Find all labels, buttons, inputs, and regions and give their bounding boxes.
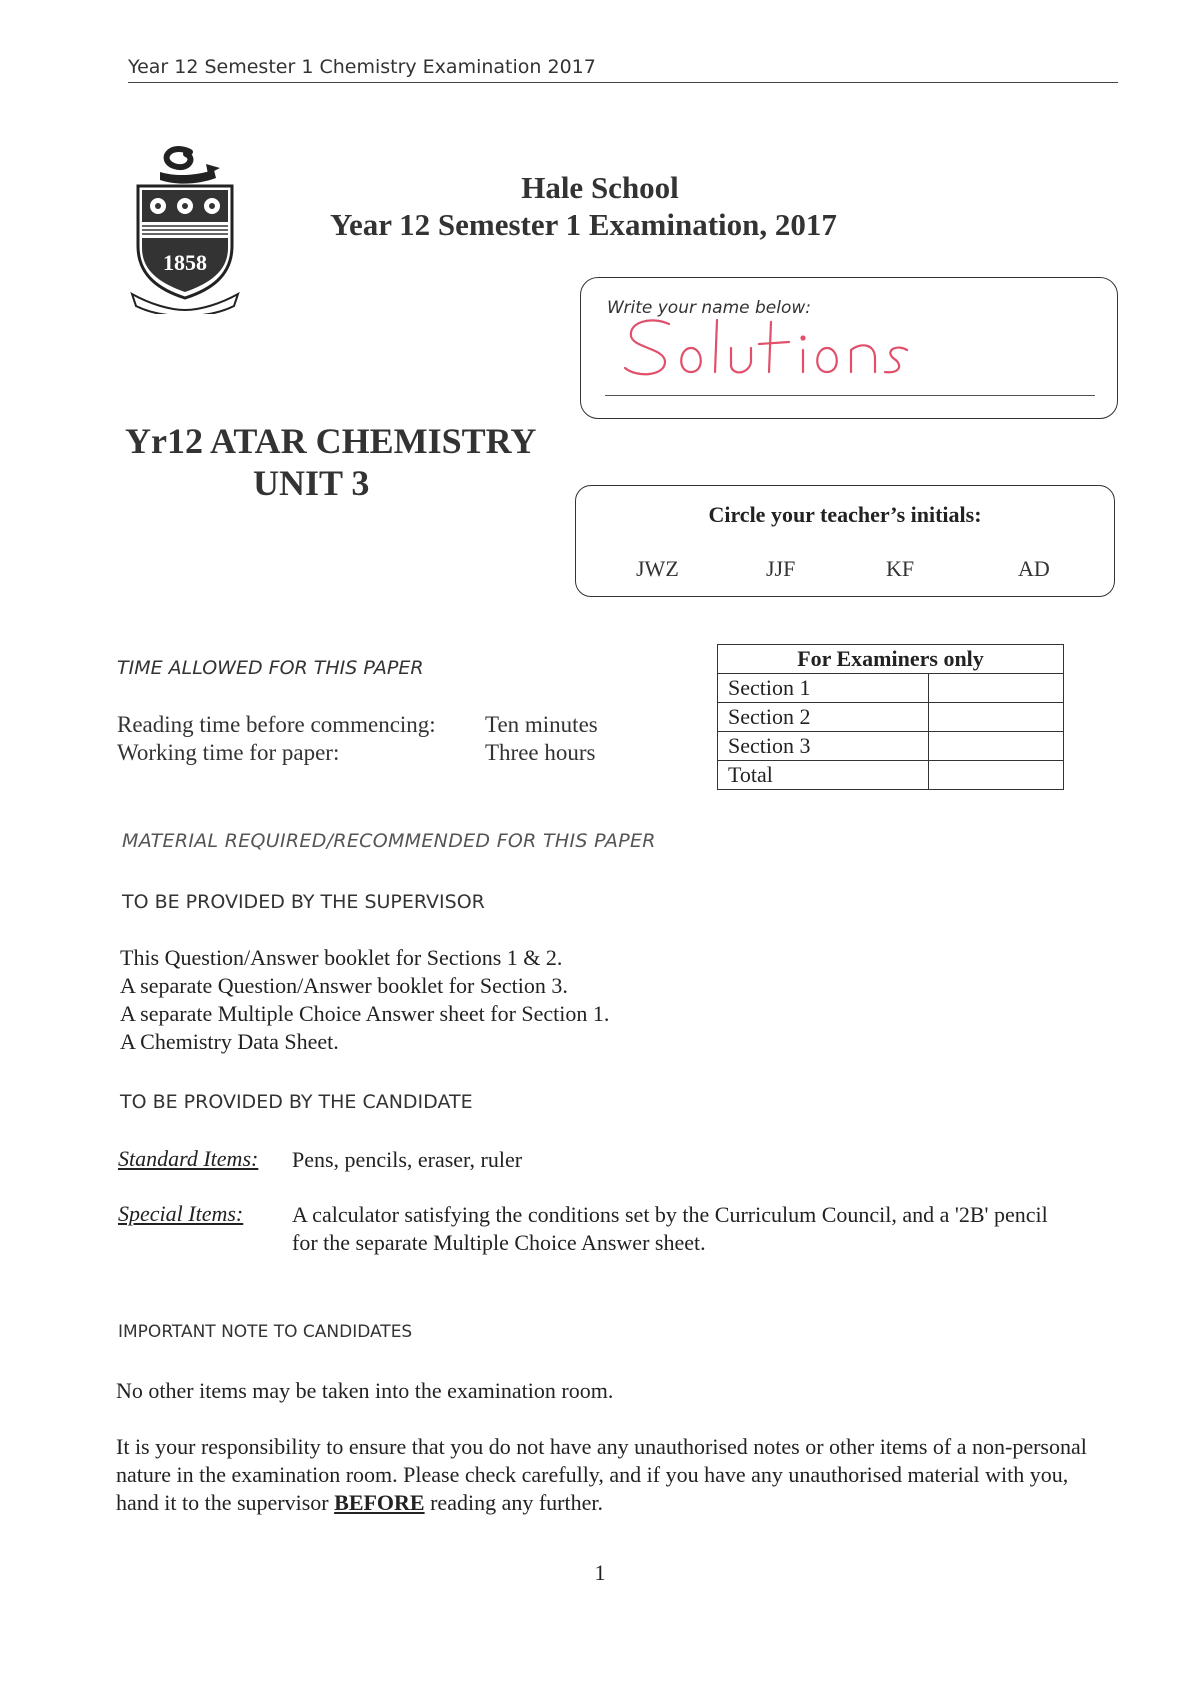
teacher-initial-ad[interactable]: AD — [1018, 556, 1050, 581]
supervisor-item: A Chemistry Data Sheet. — [120, 1029, 339, 1054]
handwritten-name — [621, 314, 921, 389]
supervisor-item: A separate Multiple Choice Answer sheet for Section 1. — [120, 1001, 610, 1026]
section-3-score — [929, 732, 1064, 761]
reading-time-label: Reading time before commencing: — [117, 712, 436, 737]
svg-text:1858: 1858 — [163, 250, 207, 275]
examiners-table-heading: For Examiners only — [718, 645, 1064, 674]
header-rule — [128, 82, 1118, 83]
table-row — [718, 703, 1064, 732]
course-title-line1: Yr12 ATAR CHEMISTRY — [125, 421, 537, 461]
important-note-2-text: It is your responsibility to ensure that you do not have any unauthorised notes or other items of a non-personal nature in the examination room. Please check carefully, and if you have any unauthorised material with you, hand it to the supervisor — [116, 1434, 1087, 1515]
working-time-value: Three hours — [485, 740, 596, 765]
supervisor-item: A separate Question/Answer booklet for Section 3. — [120, 973, 568, 998]
exam-title: Year 12 Semester 1 Examination, 2017 — [330, 207, 837, 242]
total-label: Total — [718, 761, 929, 790]
section-3-label: Section 3 — [718, 732, 929, 761]
teacher-initial-jwz[interactable]: JWZ — [636, 556, 679, 581]
page-number: 1 — [594, 1560, 606, 1585]
examiners-table — [717, 644, 1064, 790]
school-crest-logo — [130, 138, 240, 314]
total-score — [929, 761, 1064, 790]
section-1-label: Section 1 — [718, 674, 929, 703]
name-line — [605, 395, 1095, 396]
working-time-label: Working time for paper: — [117, 740, 340, 765]
before-emphasis: BEFORE — [334, 1490, 425, 1515]
table-row — [718, 732, 1064, 761]
special-items-text: A calculator satisfying the conditions set by the Curriculum Council, and a '2B' pencil for the separate Multiple Choice Answer sheet. — [292, 1202, 1048, 1255]
name-box[interactable] — [580, 277, 1118, 419]
important-note-heading: IMPORTANT NOTE TO CANDIDATES — [118, 1322, 413, 1342]
name-prompt: Write your name below: — [607, 298, 811, 318]
school-name: Hale School — [521, 170, 679, 205]
time-allowed-heading: TIME ALLOWED FOR THIS PAPER — [117, 657, 424, 679]
teacher-initials-box — [575, 485, 1115, 597]
teacher-prompt: Circle your teacher’s initials: — [708, 502, 982, 527]
section-1-score — [929, 674, 1064, 703]
section-2-score — [929, 703, 1064, 732]
course-title — [125, 420, 536, 504]
table-row — [718, 674, 1064, 703]
running-header: Year 12 Semester 1 Chemistry Examination 2017 — [128, 56, 596, 78]
standard-items-label: Standard Items: — [118, 1146, 259, 1171]
teacher-initial-jjf[interactable]: JJF — [766, 556, 796, 581]
important-note-2 — [116, 1433, 1096, 1517]
table-row — [718, 761, 1064, 790]
reading-time-value: Ten minutes — [485, 712, 598, 737]
course-title-line2: UNIT 3 — [253, 463, 370, 503]
candidate-heading: TO BE PROVIDED BY THE CANDIDATE — [120, 1091, 473, 1113]
important-note-2-end: reading any further. — [430, 1490, 603, 1515]
section-2-label: Section 2 — [718, 703, 929, 732]
supervisor-heading: TO BE PROVIDED BY THE SUPERVISOR — [122, 891, 485, 913]
special-items-label: Special Items: — [118, 1201, 244, 1226]
important-note-1: No other items may be taken into the examination room. — [116, 1378, 614, 1403]
standard-items-text: Pens, pencils, eraser, ruler — [292, 1147, 523, 1172]
teacher-initial-kf[interactable]: KF — [886, 556, 915, 581]
supervisor-item: This Question/Answer booklet for Sections 1 & 2. — [120, 945, 563, 970]
material-heading: MATERIAL REQUIRED/RECOMMENDED FOR THIS PAPER — [122, 830, 656, 852]
